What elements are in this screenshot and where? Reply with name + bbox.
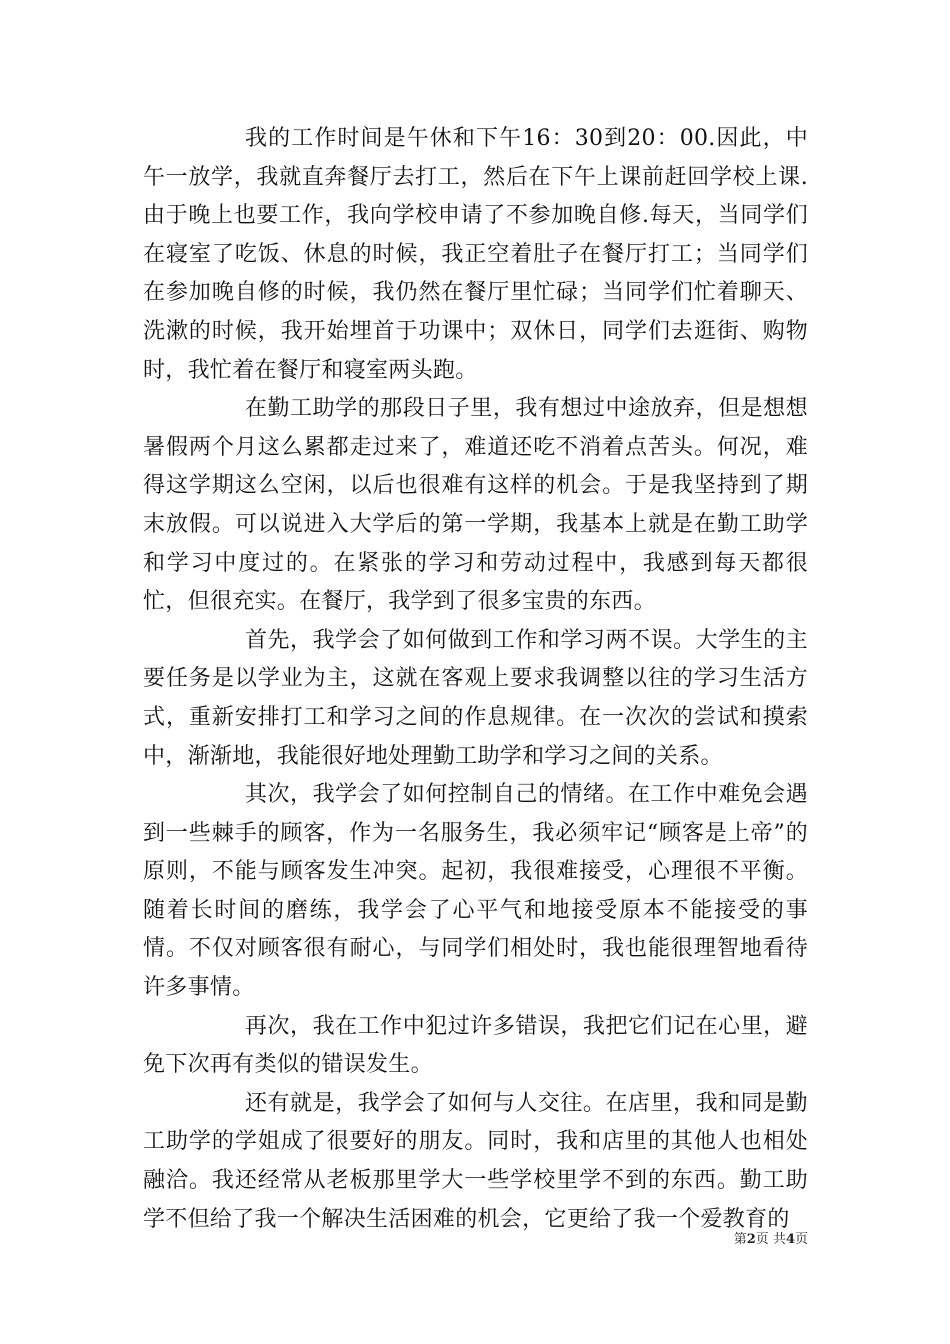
document-body [143, 120, 808, 1239]
page-number-footer [0, 1232, 808, 1248]
footer-middle: 页 共 [755, 1232, 786, 1247]
footer-prefix: 第 [733, 1232, 747, 1247]
footer-suffix: 页 [794, 1232, 808, 1247]
footer-total-pages: 4 [785, 1232, 795, 1247]
paragraph-persistence: 在勤工助学的那段日子里，我有想过中途放弃，但是想想暑假两个月这么累都走过来了，难道还吃不消着点苦头。何况，难得这学期这么空闲，以后也很难有这样的机会。于是我坚持到了期末放假。可以说进入大学后的第一学期，我基本上就是在勤工助学和学习中度过的。在紧张的学习和劳动过程中，我感到每天都很忙，但很充实。在餐厅，我学到了很多宝贵的东西。 [143, 396, 808, 615]
paragraph-social-lesson: 还有就是，我学会了如何与人交往。在店里，我和同是勤工助学的学姐成了很要好的朋友。同时，我和店里的其他人也相处融洽。我还经常从老板那里学大一些学校里学不到的东西。勤工助学不但给了我一个解决生活困难的机会，它更给了我一个爱教育的 [143, 1090, 808, 1232]
paragraph-third-lesson: 再次，我在工作中犯过许多错误，我把它们记在心里，避免下次再有类似的错误发生。 [143, 1013, 808, 1078]
paragraph-first-lesson: 首先，我学会了如何做到工作和学习两不误。大学生的主要任务是以学业为主，这就在客观上要求我调整以往的学习生活方式，重新安排打工和学习之间的作息规律。在一次次的尝试和摸索中，渐渐地，我能很好地处理勤工助学和学习之间的关系。 [143, 627, 808, 769]
footer-current-page: 2 [746, 1232, 756, 1247]
paragraph-work-schedule: 我的工作时间是午休和下午16：30到20：00.因此，中午一放学，我就直奔餐厅去打工，然后在下午上课前赶回学校上课.由于晚上也要工作，我向学校申请了不参加晚自修.每天，当同学们在寝室了吃饭、休息的时候，我正空着肚子在餐厅打工；当同学们在参加晚自修的时候，我仍然在餐厅里忙碌；当同学们忙着聊天、洗漱的时候，我开始埋首于功课中；双休日，同学们去逛街、购物时，我忙着在餐厅和寝室两头跑。 [143, 126, 808, 383]
paragraph-second-lesson: 其次，我学会了如何控制自己的情绪。在工作中难免会遇到一些棘手的顾客，作为一名服务生，我必须牢记“顾客是上帝”的原则，不能与顾客发生冲突。起初，我很难接受，心理很不平衡。随着长时间的磨练，我学会了心平气和地接受原本不能接受的事情。不仅对顾客很有耐心，与同学们相处时，我也能很理智地看待许多事情。 [143, 782, 808, 1001]
